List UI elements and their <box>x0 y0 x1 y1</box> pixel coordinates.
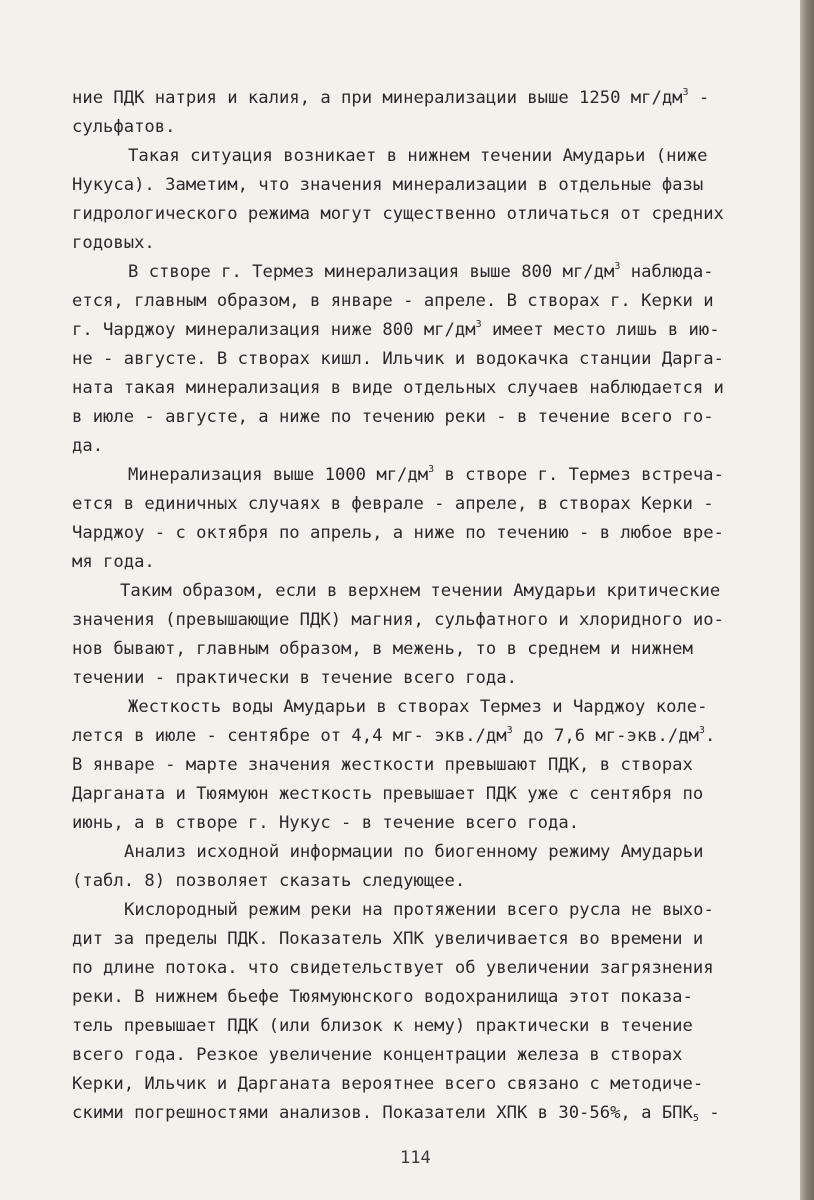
text-line: не - августе. В створах кишл. Ильчик и водокачка станции Дарга- <box>72 349 724 369</box>
page-edge-shadow <box>800 0 814 1200</box>
text-line: да. <box>72 436 104 456</box>
text-line: ната такая минерализация в виде отдельных случаев наблюдается и <box>72 378 724 398</box>
text-line: ние ПДК натрия и калия, а при минерализации выше 1250 $мг/дм^3$ - <box>72 87 710 108</box>
text-line: Таким образом, если в верхнем течении Амударьи критические <box>120 581 721 601</box>
text-line: гидрологического режима могут существенно отличаться от средних <box>72 204 724 224</box>
body-text <box>72 84 790 1128</box>
text-line: (табл. 8) позволяет сказать следующее. <box>72 871 466 891</box>
text-line: В январе - марте значения жесткости превышают ПДК, в створах <box>72 755 693 775</box>
text-line: Дарганата и Тюямуюн жесткость превышает ПДК уже с сентября по <box>72 784 704 804</box>
text-line: всего года. Резкое увеличение концентрации железа в створах <box>72 1045 683 1065</box>
text-line: дит за пределы ПДК. Показатель ХПК увеличивается во времени и <box>72 929 704 949</box>
text-line: июнь, а в створе г. Нукус - в течение всего года. <box>72 813 580 833</box>
text-line: реки. В нижнем бьефе Тюямуюнского водохранилища этот показа- <box>72 987 693 1007</box>
text-line: В створе г. Термез минерализация выше 800 $мг/дм^3$ наблюда- <box>128 261 714 282</box>
text-line: мя года. <box>72 552 155 572</box>
text-line: Жесткость воды Амударьи в створах Термез и Чарджоу коле- <box>128 697 708 717</box>
text-line: г. Чарджоу минерализация ниже 800 $мг/дм^3$ имеет место лишь в ию- <box>72 319 720 340</box>
page-number: 114 <box>400 1148 431 1168</box>
text-line: Минерализация выше 1000 $мг/дм^3$ в створе г. Термез встреча- <box>128 464 724 485</box>
text-line: по длине потока. что свидетельствует об увеличении загрязнения <box>72 958 714 978</box>
text-line: значения (превышающие ПДК) магния, сульфатного и хлоридного ио- <box>72 610 724 630</box>
text-line: тель превышает ПДК (или близок к нему) практически в течение <box>72 1016 693 1036</box>
text-line: Анализ исходной информации по биогенному режиму Амударьи <box>124 842 704 862</box>
text-line: годовых. <box>72 233 155 253</box>
text-line: течении - практически в течение всего года. <box>72 668 517 688</box>
text-line: ется, главным образом, в январе - апреле. В створах г. Керки и <box>72 291 714 311</box>
text-line: ется в единичных случаях в феврале - апреле, в створах Керки - <box>72 494 714 514</box>
text-line: лется в июле - сентябре от 4,4 мг- $экв./дм^3$ до 7,6 $мг-экв./дм^3$. <box>72 725 716 746</box>
text-line: скими погрешностями анализов. Показатели ХПК в 30-56%, а $БПК_5$ - <box>72 1103 720 1124</box>
text-line: Такая ситуация возникает в нижнем течении Амударьи (ниже <box>128 146 708 166</box>
text-line: Керки, Ильчик и Дарганата вероятнее всего связано с методиче- <box>72 1074 704 1094</box>
text-line: сульфатов. <box>72 117 176 137</box>
text-line: Чарджоу - с октября по апрель, а ниже по течению - в любое вре- <box>72 523 724 543</box>
text-line: нов бывают, главным образом, в межень, то в среднем и нижнем <box>72 639 693 659</box>
text-line: Нукуса). Заметим, что значения минерализации в отдельные фазы <box>72 175 704 195</box>
text-line: Кислородный режим реки на протяжении всего русла не выхо- <box>124 900 714 920</box>
text-line: в июле - августе, а ниже по течению реки - в течение всего го- <box>72 407 714 427</box>
